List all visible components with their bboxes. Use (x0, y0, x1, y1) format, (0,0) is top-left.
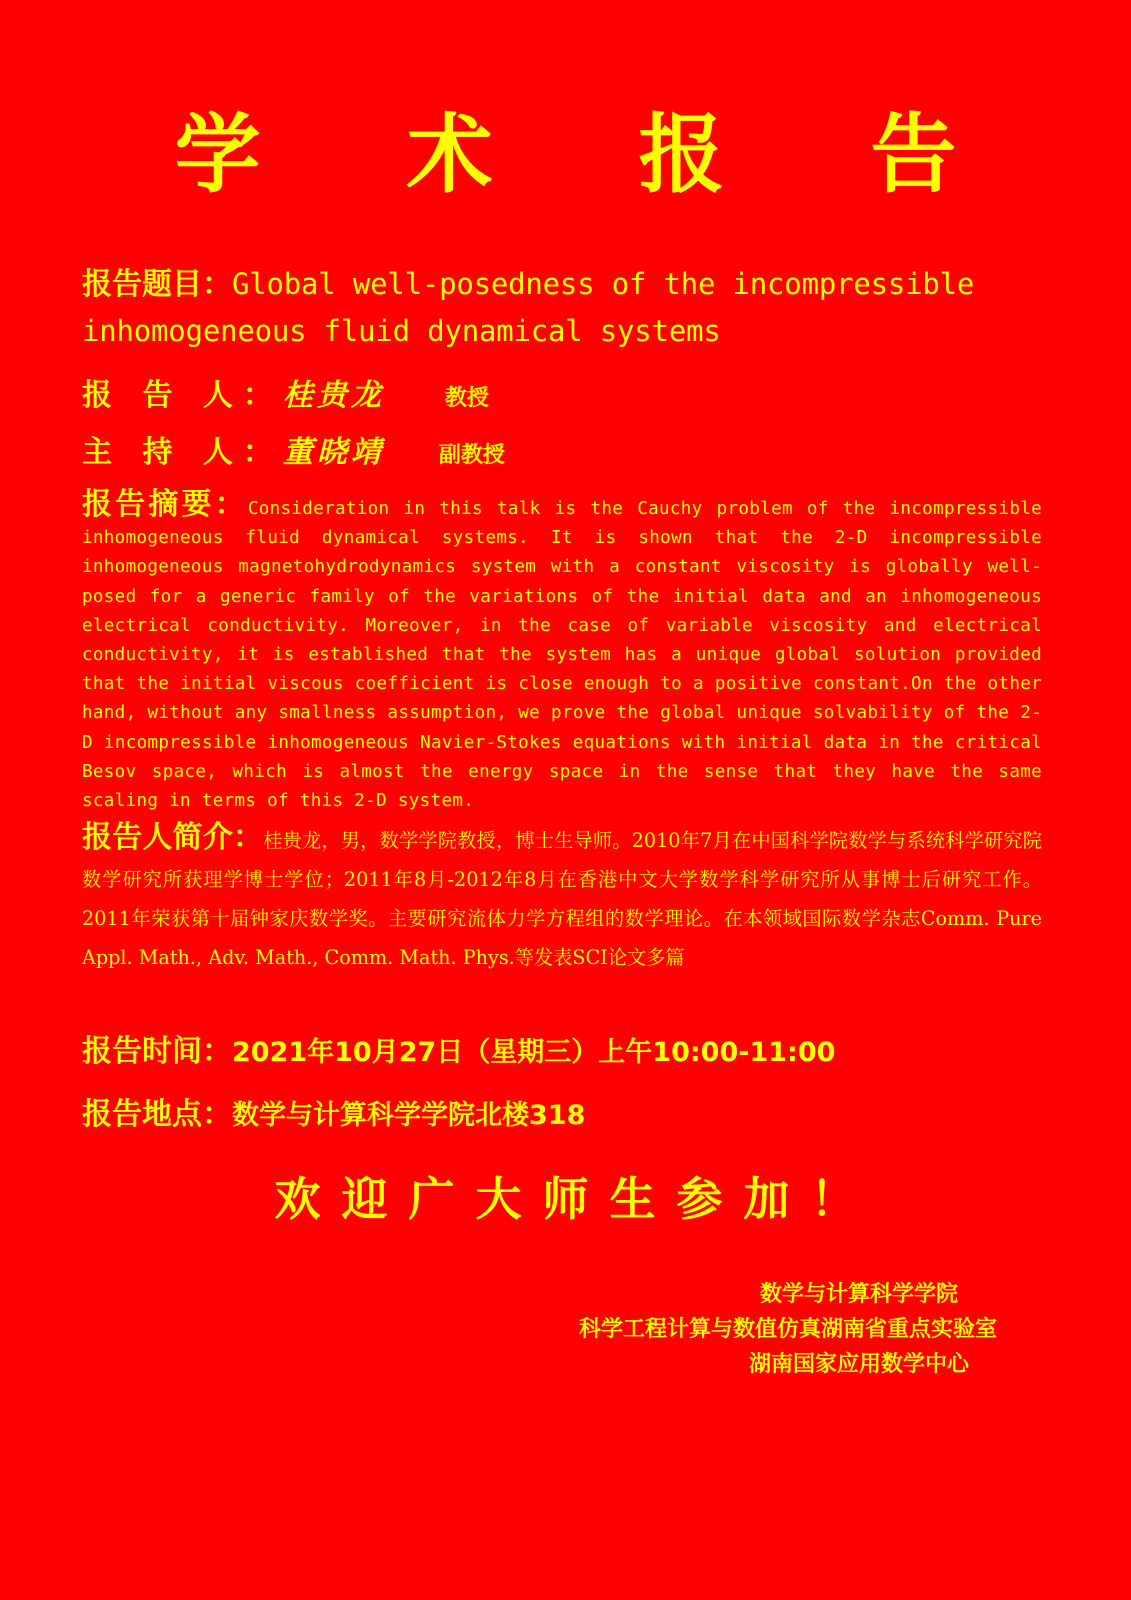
place-label: 报告地点： (82, 1097, 232, 1132)
time-value: 2021年10月27日（星期三）上午10:00-11:00 (232, 1037, 836, 1068)
organizer-center: 湖南国家应用数学中心 (749, 1352, 970, 1377)
welcome-message: 欢迎广大师生参加！ (274, 1172, 878, 1226)
speaker-label: 报 告 人： (82, 378, 283, 413)
organizer-school: 数学与计算科学学院 (760, 1282, 959, 1307)
bio-label: 报告人简介： (82, 820, 264, 855)
speaker-name: 桂贵龙 (282, 378, 385, 413)
speaker-title: 教授 (444, 386, 489, 411)
poster-heading: 学 术 报 告 (174, 104, 1015, 205)
place-row (82, 1089, 1062, 1133)
organizer-lab: 科学工程计算与数值仿真湖南省重点实验室 (579, 1317, 998, 1342)
bio-section (82, 812, 1042, 977)
time-label: 报告时间： (82, 1034, 232, 1069)
report-title-label: 报告题目： (82, 267, 232, 302)
report-title-section (82, 261, 1062, 355)
host-label: 主 持 人： (82, 435, 283, 470)
report-title-value: Global well-posedness of the incompressible inhomogeneous fluid dynamical systems (82, 267, 975, 348)
speaker-row (82, 370, 1062, 414)
abstract-label: 报告摘要： (82, 487, 248, 522)
bio-text: 桂贵龙，男，数学学院教授，博士生导师。2010年7月在中国科学院数学与系统科学研究院数学研究所获理学博士学位；2011年8月-2012年8月在香港中文大学数学科学研究所从事博士后研究工作。2011年荣获第十届钟家庆数学奖。主要研究流体力学方程组的数学理论。在本领域国际数学杂志Comm. Pure Appl. Math., Adv. Math., Comm. Math. Phys.等发表SCI论文多篇 (82, 829, 1042, 969)
place-value: 数学与计算科学学院北楼318 (232, 1100, 586, 1131)
time-row (82, 1026, 1062, 1070)
abstract-text: Consideration in this talk is the Cauchy problem of the incompressible inhomogeneous fluid dynamical systems. It is shown that the 2-D incompressible inhomogeneous magnetohydrodynamics system with a constant viscosity is globally well-posed for a generic family of the variations of the initial data and an inhomogeneous electrical conductivity. Moreover, in the case of variable viscosity and electrical conductivity, it is established that the system has a unique global solution provided that the initial viscous coefficient is close enough to a positive constant.On the other hand, without any smallness assumption, we prove the global unique solvability of the 2-D incompressible inhomogeneous Navier-Stokes equations with initial data in the critical Besov space, which is almost the energy space in the sense that they have the same scaling in terms of this 2-D system. (82, 499, 1042, 812)
host-title: 副教授 (438, 443, 505, 468)
host-name: 董晓靖 (282, 435, 385, 470)
host-row (82, 427, 1062, 471)
abstract-section (82, 479, 1042, 816)
